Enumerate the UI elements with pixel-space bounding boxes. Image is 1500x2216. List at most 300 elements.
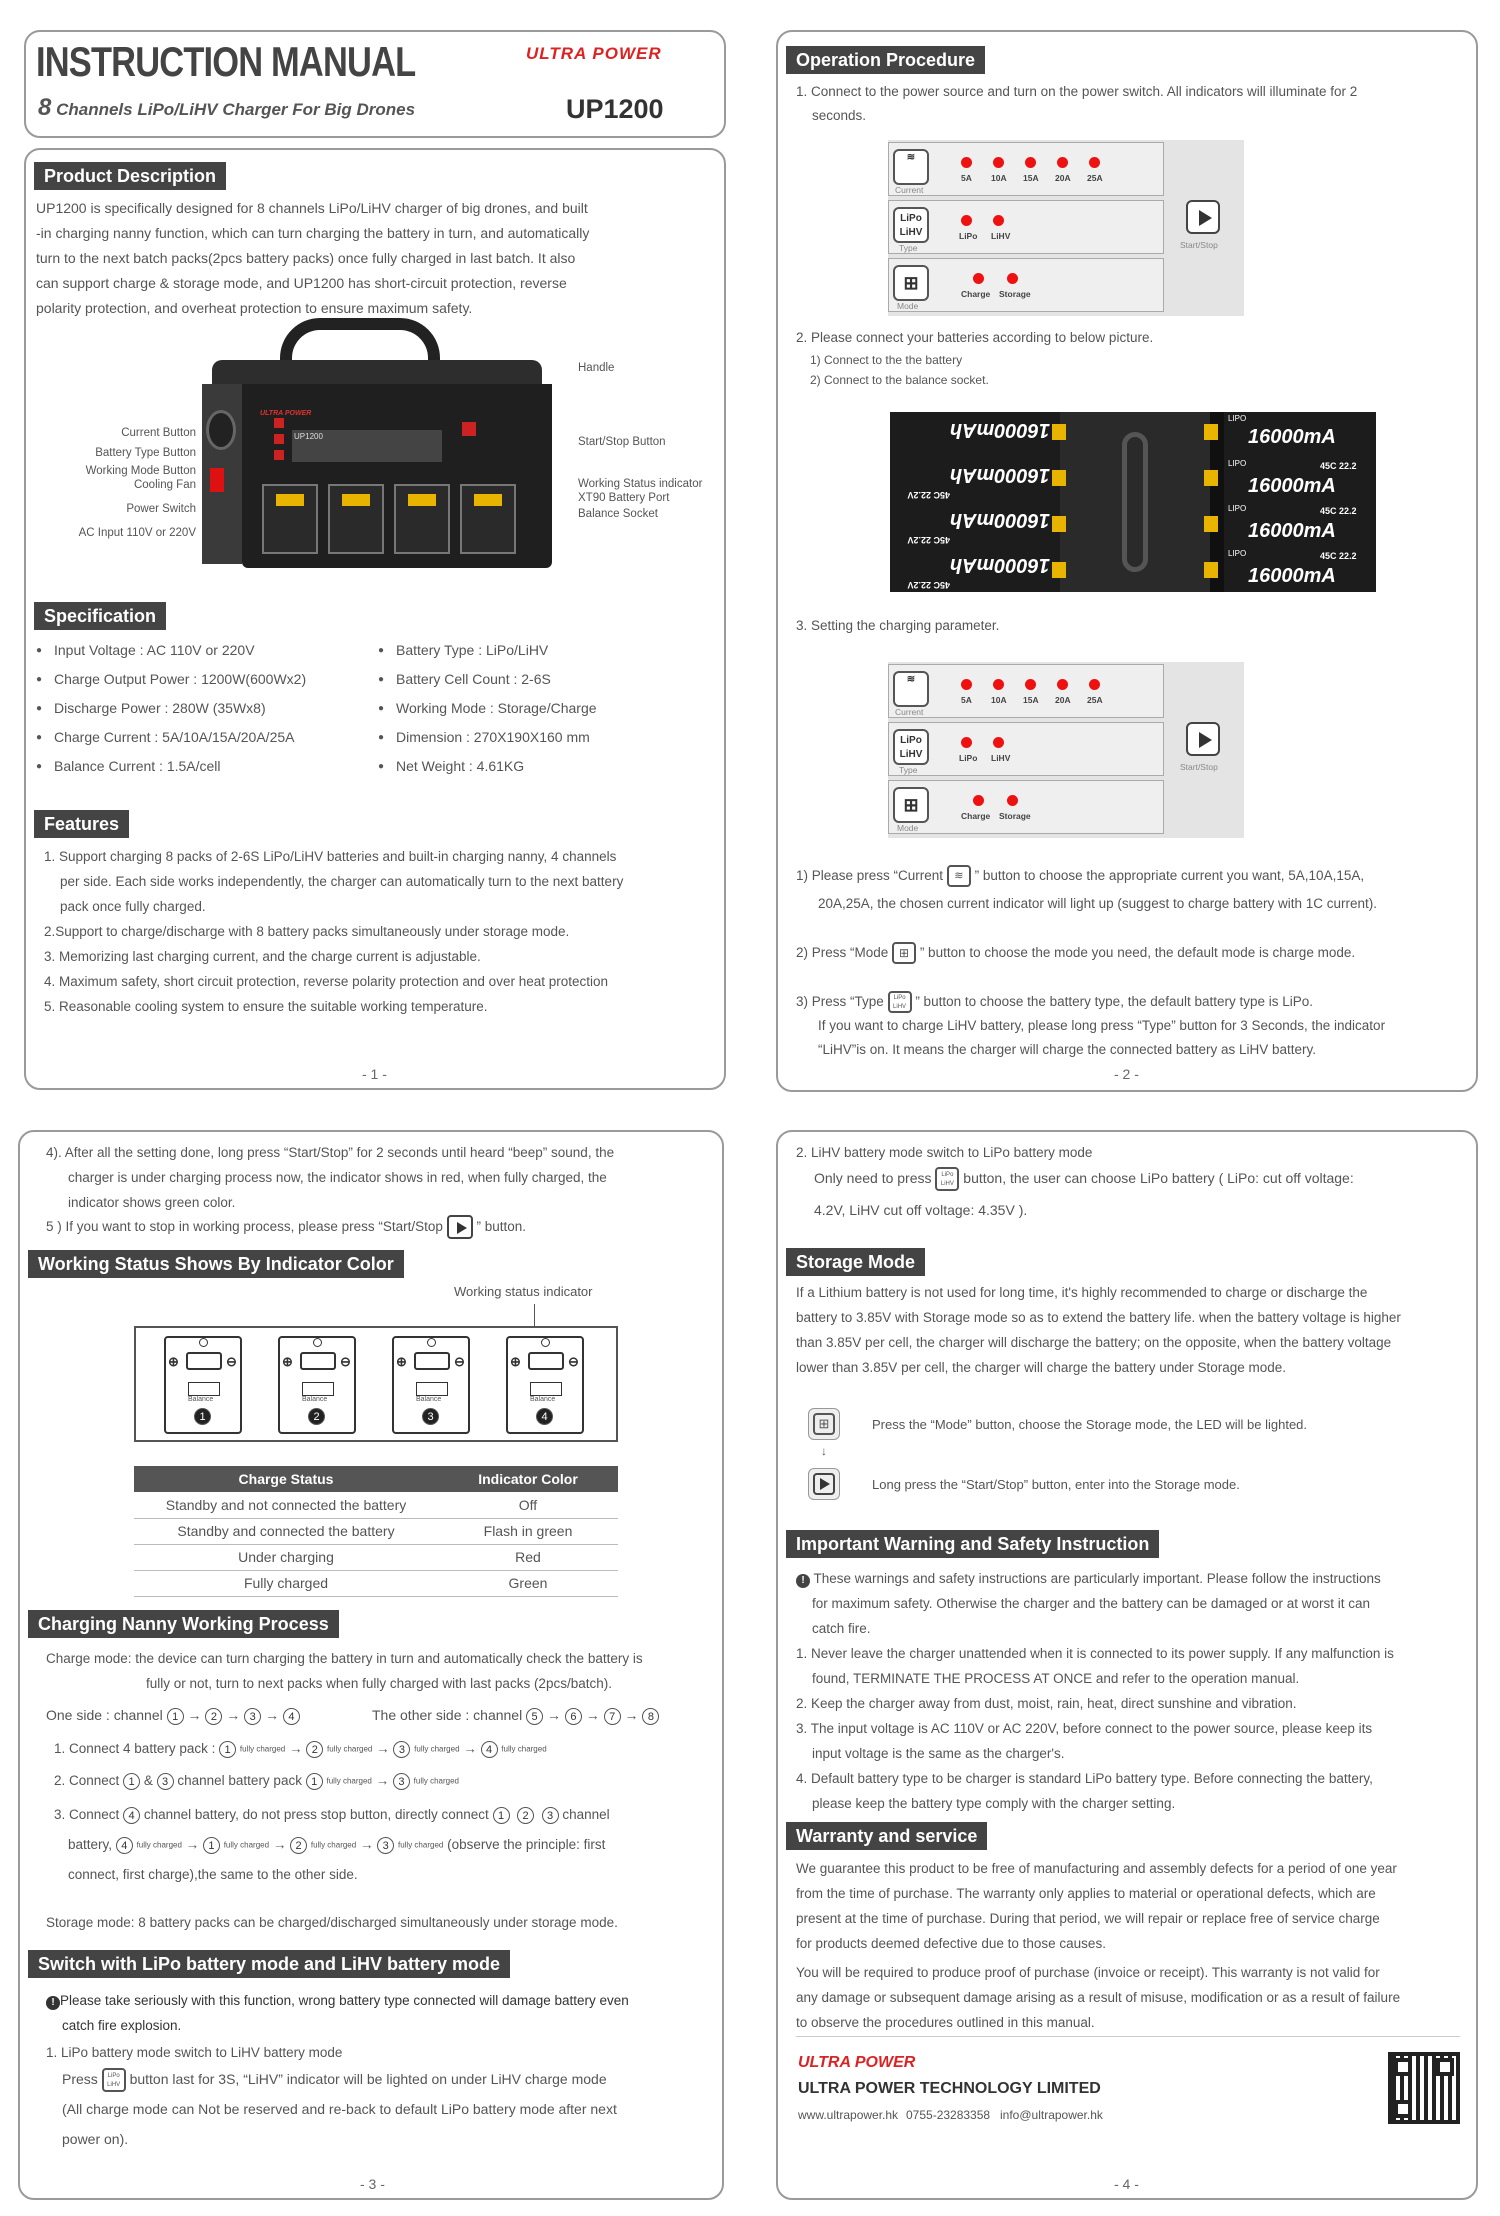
switch-1-text: Press [62, 2071, 98, 2087]
current-20a-label: 20A [1055, 695, 1071, 705]
led-20a [1057, 157, 1068, 168]
warranty-line: any damage or subsequent damage arising as a result of misuse, modification or as a result of failure [796, 1990, 1401, 2005]
start-stop-label: Start/Stop [1180, 762, 1218, 772]
switch-step-1-detail [62, 2064, 617, 2154]
desc-line: -in charging nanny function, which can turn charging the battery in turn, and automatically [36, 225, 590, 241]
battery-left-1 [890, 412, 1060, 459]
spec-item: ● Battery Cell Count : 2-6S [378, 665, 718, 694]
switch-2-text: button, the user can choose LiPo battery ( LiPo: cut off voltage: [963, 1170, 1354, 1186]
channel-2: 2 [205, 1708, 222, 1725]
led-20a [1057, 679, 1068, 690]
type-icon-lipo: LiPo [900, 735, 922, 746]
switch-step-2-detail [814, 1162, 1354, 1226]
battery-right-4 [1224, 547, 1376, 592]
xt90-port-shape [528, 1352, 564, 1370]
table-header [134, 1466, 618, 1492]
warning-line: 2. Keep the charger away from dust, moist, rain, heat, direct sunshine and vibration. [796, 1696, 1297, 1711]
rule-1-text: 1. Connect 4 battery pack : [54, 1741, 216, 1756]
label-power-switch: Power Switch [126, 503, 196, 515]
xt90-connector [1204, 516, 1218, 532]
feature-line: 4. Maximum safety, short circuit protection, reverse polarity protection and over heat protection [44, 974, 609, 989]
desc-line: UP1200 is specifically designed for 8 channels LiPo/LiHV charger of big drones, and built [36, 200, 588, 216]
manual-title: INSTRUCTION MANUAL [36, 38, 416, 85]
led-lihv [993, 737, 1004, 748]
channel-3: 3 [157, 1773, 174, 1790]
type-row [888, 722, 1164, 776]
step-1-line: 1. Connect to the power source and turn on the power switch. All indicators will illuminate for 2 [796, 84, 1358, 99]
lipo-label: LiPo [959, 753, 978, 763]
fully-charged-note: fully charged [223, 1840, 270, 1850]
battery-capacity: 16000mA [1248, 426, 1336, 448]
channel-8: 8 [642, 1708, 659, 1725]
led-15a [1025, 679, 1036, 690]
section-warranty: Warranty and service [786, 1822, 987, 1850]
channel-5: 5 [526, 1708, 543, 1725]
channel-2: 2 [290, 1837, 307, 1854]
type-row [888, 200, 1164, 254]
current-inline-icon: ≋ [947, 865, 971, 887]
rule-2-text: 2. Connect [54, 1773, 120, 1788]
mode-label: Mode [897, 301, 919, 311]
storage-label: Storage [999, 811, 1031, 821]
current-25a-label: 25A [1087, 695, 1103, 705]
storage-line: lower than 3.85V per cell, the charger will charge the battery under Storage mode. [796, 1360, 1287, 1375]
warranty-line: for products deemed defective due to those causes. [796, 1936, 1106, 1951]
warranty-line: We guarantee this product to be free of manufacturing and assembly defects for a period of one year [796, 1861, 1397, 1876]
step-1-line: seconds. [812, 108, 867, 123]
xt90-port-shape [300, 1352, 336, 1370]
charger-handle-center [1122, 432, 1148, 572]
table-cell: Off [438, 1492, 618, 1518]
channel-1: 1 [493, 1807, 510, 1824]
connect-rule-3: 3. Connect 4 channel battery, do not press stop button, directly connect 1 2 3 channel battery, 4 fully charged → 1 fully charged → 2 fully charged → 3 fully charged (observe the principle: first connect, first charge),the same to the other side. [54, 1800, 610, 1890]
rule-3-text: 3. Connect [54, 1807, 120, 1822]
section-storage-mode: Storage Mode [786, 1248, 925, 1276]
led-10a [993, 157, 1004, 168]
rule-3-text: connect, first charge),the same to the other side. [68, 1867, 358, 1883]
rule-3-text: channel [562, 1807, 610, 1822]
spec-item: ● Discharge Power : 280W (35Wx8) [36, 694, 376, 723]
section-charging-nanny: Charging Nanny Working Process [28, 1610, 339, 1638]
led-lipo [961, 737, 972, 748]
port-box-4 [506, 1336, 584, 1434]
battery-left-3 [890, 502, 1060, 549]
warning-text: Please take seriously with this function, wrong battery type connected will damage battery even [60, 1993, 629, 2008]
start-stop-inline-icon [447, 1215, 473, 1239]
battery-type: LIPO [1228, 414, 1247, 423]
warning-line: 3. The input voltage is AC 110V or AC 220V, before connect to the power source, please keep its [796, 1721, 1373, 1736]
charger-illustration [202, 350, 554, 572]
channel-3: 3 [377, 1837, 394, 1854]
port-led [427, 1338, 436, 1347]
table-row [134, 1544, 618, 1570]
ports-diagram [134, 1326, 618, 1442]
fully-charged-note: fully charged [310, 1840, 357, 1850]
port-number [194, 1408, 211, 1426]
warranty-text [796, 1856, 1397, 1956]
type-icon-lihv: LiHV [899, 749, 923, 760]
label-balance-socket: Balance Socket [578, 508, 658, 520]
current-5a-label: 5A [961, 695, 972, 705]
device-brand: ULTRA POWER [260, 410, 312, 417]
battery-right-3 [1224, 502, 1376, 549]
xt90-connector [1204, 562, 1218, 578]
company-name: ULTRA POWER TECHNOLOGY LIMITED [798, 2080, 1101, 2097]
minus-icon: ⊖ [340, 1354, 351, 1369]
channel-6: 6 [565, 1708, 582, 1725]
inst-1-text: ” button to choose the appropriate current you want, 5A,10A,15A, [974, 868, 1365, 883]
step-5-text: ” button. [476, 1219, 527, 1234]
led-lipo [961, 215, 972, 226]
xt90-connector [1204, 470, 1218, 486]
type-button-shape [274, 434, 284, 444]
feature-line: 2.Support to charge/discharge with 8 battery packs simultaneously under storage mode. [44, 924, 570, 939]
step-1 [796, 80, 1357, 128]
qr-code [1388, 2052, 1460, 2124]
warning-text: catch fire explosion. [62, 2018, 182, 2033]
balance-label: Balance [302, 1396, 328, 1403]
desc-line: can support charge & storage mode, and UP1200 has short-circuit protection, reverse [36, 275, 567, 291]
step-2a: 1) Connect to the the battery [810, 353, 963, 367]
current-label: Current [895, 707, 924, 717]
rule-2-text: & [143, 1773, 153, 1788]
xt90-port-shape [186, 1352, 222, 1370]
mode-inline-icon: ⊞ [892, 942, 916, 964]
storage-mode-line: Storage mode: 8 battery packs can be charged/discharged simultaneously under storage mode. [46, 1915, 618, 1930]
xt90-connector [1052, 562, 1066, 578]
battery-connection-photo [890, 412, 1376, 592]
label-working-status: Working Status indicator [578, 478, 703, 490]
storage-start-icon [808, 1468, 840, 1500]
inst-1-text: 20A,25A, the chosen current indicator will light up (suggest to charge battery with 1C current). [818, 896, 1378, 911]
page-number: - 1 - [362, 1066, 387, 1082]
current-15a-label: 15A [1023, 173, 1039, 183]
feature-line: 3. Memorizing last charging current, and the charge current is adjustable. [44, 949, 481, 964]
battery-spec: 45C 22.2 [1320, 506, 1357, 516]
port-number [308, 1408, 325, 1426]
label-current-button: Current Button [121, 427, 196, 439]
switch-step-1: 1. LiPo battery mode switch to LiHV battery mode [46, 2045, 343, 2060]
battery-spec: 45C 22.2V [907, 490, 950, 500]
page-3 [18, 1130, 724, 2200]
step-4-line: 4). After all the setting done, long press “Start/Stop” for 2 seconds until heard “beep” sound, the [46, 1145, 615, 1160]
feature-line: per side. Each side works independently, the charger can automatically turn to the next battery [60, 874, 624, 889]
lihv-label: LiHV [991, 231, 1011, 241]
one-side-label: One side : channel [46, 1707, 163, 1723]
table-cell: Under charging [134, 1544, 438, 1570]
page-number: - 2 - [1114, 1066, 1139, 1082]
channel-7: 7 [604, 1708, 621, 1725]
feature-line: 5. Reasonable cooling system to ensure the suitable working temperature. [44, 999, 488, 1014]
step-4-line: charger is under charging process now, the indicator shows in red, when fully charged, the [68, 1170, 607, 1185]
warning-line: catch fire. [812, 1621, 871, 1636]
led-5a [961, 157, 972, 168]
company-website[interactable]: www.ultrapower.hk [798, 2108, 899, 2122]
type-inline-icon [935, 1167, 959, 1191]
led-charge [973, 795, 984, 806]
type-icon-lipo: LiPo [900, 213, 922, 224]
port-led [313, 1338, 322, 1347]
warranty-line: present at the time of purchase. During that period, we will repair or replace free of service charge [796, 1911, 1380, 1926]
desc-line: polarity protection, and overheat protection to ensure maximum safety. [36, 300, 473, 316]
led-10a [993, 679, 1004, 690]
balance-socket-shape [530, 1382, 562, 1396]
spec-list-left [36, 636, 376, 781]
footer-divider [796, 2036, 1460, 2037]
type-inline-lipo: LiPo [893, 995, 906, 1002]
storage-line: than 3.85V per cell, the charger will discharge the battery; on the opposite, when the battery voltage [796, 1335, 1392, 1350]
mode-icon[interactable]: ⊞ [893, 787, 929, 823]
nanny-line: Charge mode: the device can turn charging the battery in turn and automatically check the battery is [46, 1651, 643, 1666]
fully-charged-note: fully charged [413, 1776, 459, 1786]
switch-2-text: 4.2V, LiHV cut off voltage: 4.35V ). [814, 1202, 1028, 1218]
port-number-circle: 2 [308, 1408, 325, 1425]
port-number-circle: 4 [536, 1408, 553, 1425]
company-phone: 0755-23283358 [906, 2108, 991, 2122]
charge-status-table [134, 1466, 618, 1597]
battery-spec: 45C 22.2 [1320, 461, 1357, 471]
manual-header [24, 30, 726, 138]
warning-line: input voltage is the same as the charger's. [812, 1746, 1065, 1761]
battery-capacity: 16000mA [1248, 565, 1336, 587]
desc-line: turn to the next batch packs(2pcs battery packs) once fully charged in last batch. It also [36, 250, 576, 266]
page-1 [24, 148, 726, 1090]
channel-4: 4 [283, 1708, 300, 1725]
xt90-connector [1052, 470, 1066, 486]
battery-spec: 45C 22.2V [907, 535, 950, 545]
warning-line: 4. Default battery type to be charger is standard LiPo battery type. Before connecting the battery, [796, 1771, 1373, 1786]
spec-item: ● Dimension : 270X190X160 mm [378, 723, 718, 752]
step-5-text: 5 ) If you want to stop in working process, please press “Start/Stop [46, 1219, 443, 1234]
type-inline-lihv: LiHV [107, 2082, 121, 2089]
warning-line: please keep the battery type comply with the charger setting. [812, 1796, 1176, 1811]
warranty-line: from the time of purchase. The warranty only applies to material or operational defects, which are [796, 1886, 1376, 1901]
spec-item: ● Working Mode : Storage/Charge [378, 694, 718, 723]
current-button-shape [274, 418, 284, 428]
features-list [44, 844, 623, 1019]
type-icon[interactable] [893, 207, 929, 243]
one-side-sequence: One side : channel 1 → 2 → 3 → 4 [46, 1700, 300, 1730]
plus-icon: ⊕ [168, 1354, 179, 1369]
fully-charged-note: fully charged [327, 1744, 373, 1754]
led-25a [1089, 157, 1100, 168]
section-product-description: Product Description [34, 162, 226, 190]
device-model: UP1200 [294, 432, 323, 441]
warning-icon: ! [796, 1574, 810, 1588]
warranty-text-2 [796, 1960, 1400, 2035]
battery-capacity: 16000mAh [949, 464, 1050, 486]
storage-description [796, 1280, 1401, 1380]
start-stop-icon[interactable] [1186, 200, 1220, 234]
brand-logo: ULTRA POWER [526, 44, 662, 63]
led-25a [1089, 679, 1100, 690]
switch-step-2: 2. LiHV battery mode switch to LiPo battery mode [796, 1145, 1093, 1160]
rule-2-text: channel battery pack [177, 1773, 302, 1788]
step-3: 3. Setting the charging parameter. [796, 618, 1000, 633]
type-inline-lihv: LiHV [940, 1181, 954, 1188]
led-5a [961, 679, 972, 690]
type-inline-lipo: LiPo [941, 1172, 954, 1179]
switch-1-text: (All charge mode can Not be reserved and re-back to default LiPo battery mode after next [62, 2101, 617, 2117]
rule-3-text: battery, [68, 1837, 113, 1852]
manual-subtitle [38, 94, 415, 122]
section-specification: Specification [34, 602, 166, 630]
startstop-panel-1 [1164, 140, 1244, 316]
channel-3: 3 [393, 1741, 410, 1758]
page-4 [776, 1130, 1478, 2200]
switch-2-text: Only need to press [814, 1170, 932, 1186]
current-25a-label: 25A [1087, 173, 1103, 183]
mode-button-shape [274, 450, 284, 460]
mode-row [888, 780, 1164, 834]
charge-label: Charge [961, 289, 991, 299]
callouts-left [36, 426, 196, 540]
step-5 [46, 1214, 526, 1239]
label-handle: Handle [578, 362, 615, 374]
channel-4: 4 [116, 1837, 133, 1854]
spec-item: ● Input Voltage : AC 110V or 220V [36, 636, 376, 665]
company-email[interactable]: info@ultrapower.hk [1000, 2108, 1103, 2122]
fully-charged-note: fully charged [501, 1744, 547, 1754]
inst-1-text: 1) Please press “Current [796, 868, 944, 883]
type-icon[interactable] [893, 729, 929, 765]
table-cell: Green [438, 1570, 618, 1596]
channel-1: 1 [123, 1773, 140, 1790]
port-number [536, 1408, 553, 1426]
section-features: Features [34, 810, 129, 838]
battery-capacity: 16000mAh [949, 419, 1050, 441]
spec-item: ● Charge Output Power : 1200W(600Wx2) [36, 665, 376, 694]
battery-capacity: 16000mAh [949, 509, 1050, 531]
inst-2-text: ” button to choose the mode you need, the default mode is charge mode. [919, 945, 1356, 960]
current-row [888, 142, 1164, 196]
type-inline-lipo: LiPo [107, 2073, 120, 2080]
fully-charged-note: fully charged [397, 1840, 444, 1850]
channel-3: 3 [244, 1708, 261, 1725]
storage-line: If a Lithium battery is not used for long time, it's highly recommended to charge or discharge the [796, 1285, 1368, 1300]
cooling-fan-shape [206, 410, 236, 450]
storage-line: battery to 3.85V with Storage mode so as to extend the battery life. when the battery voltage is higher [796, 1310, 1401, 1325]
minus-icon: ⊖ [226, 1354, 237, 1369]
storage-arrow-icon: ↓ [821, 1444, 827, 1458]
balance-socket-shape [188, 1382, 220, 1396]
subtitle-text: Channels LiPo/LiHV Charger For Big Drones [56, 100, 416, 119]
switch-1-text: button last for 3S, “LiHV” indicator will be lighted on under LiHV charge mode [129, 2071, 607, 2087]
section-warning-safety: Important Warning and Safety Instruction [786, 1530, 1159, 1558]
current-20a-label: 20A [1055, 173, 1071, 183]
channel-4: 4 [481, 1741, 498, 1758]
table-cell: Red [438, 1544, 618, 1570]
plus-icon: ⊕ [510, 1354, 521, 1369]
table-cell: Standby and not connected the battery [134, 1492, 438, 1518]
current-label: Current [895, 185, 924, 195]
channel-1: 1 [219, 1741, 236, 1758]
nanny-description [46, 1646, 643, 1696]
battery-type: LIPO [1228, 549, 1247, 558]
section-operation-procedure: Operation Procedure [786, 46, 985, 74]
led-15a [1025, 157, 1036, 168]
warning-icon: ! [46, 1996, 60, 2010]
feature-line: pack once fully charged. [60, 899, 206, 914]
start-stop-icon[interactable] [1186, 722, 1220, 756]
channel-2: 2 [306, 1741, 323, 1758]
channel-1: 1 [167, 1708, 184, 1725]
fully-charged-note: fully charged [326, 1776, 372, 1786]
fully-charged-note: fully charged [239, 1744, 286, 1754]
inst-3-text: If you want to charge LiHV battery, please long press “Type” button for 3 Seconds, the indicator [818, 1018, 1386, 1033]
charge-label: Charge [961, 811, 991, 821]
current-10a-label: 10A [991, 173, 1007, 183]
table-cell: Flash in green [438, 1518, 618, 1544]
balance-label: Balance [188, 1396, 214, 1403]
type-inline-icon [102, 2068, 126, 2092]
page-2 [776, 30, 1478, 1092]
led-lihv [993, 215, 1004, 226]
type-inline-lihv: LiHV [893, 1004, 907, 1011]
current-15a-label: 15A [1023, 695, 1039, 705]
channel-3: 3 [542, 1807, 559, 1824]
inst-2-text: 2) Press “Mode [796, 945, 889, 960]
step-4 [46, 1140, 614, 1215]
instruction-3 [796, 990, 1385, 1062]
rule-3-text: channel battery, do not press stop button, directly connect [143, 1807, 489, 1822]
type-icon-lihv: LiHV [899, 227, 923, 238]
type-label: Type [899, 243, 918, 253]
nanny-line: fully or not, turn to next packs when fully charged with last packs (2pcs/batch). [146, 1676, 612, 1691]
port-number-circle: 1 [194, 1408, 211, 1425]
battery-spec: 45C 22.2V [907, 580, 950, 590]
current-icon[interactable]: ≋ [893, 671, 929, 707]
current-10a-label: 10A [991, 695, 1007, 705]
port-box-3 [392, 1336, 470, 1434]
spec-item: ● Battery Type : LiPo/LiHV [378, 636, 718, 665]
battery-spec: 45C 22.2 [1320, 551, 1357, 561]
warning-line: 1. Never leave the charger unattended when it is connected to its power supply. If any malfunction is [796, 1646, 1394, 1661]
fully-charged-note: fully charged [414, 1744, 460, 1754]
power-switch-shape [210, 468, 224, 492]
footer-brand-logo: ULTRA POWER [798, 2054, 916, 2071]
mode-icon[interactable]: ⊞ [893, 265, 929, 301]
page-number: - 4 - [1114, 2176, 1139, 2192]
label-working-mode-button: Working Mode Button [85, 465, 196, 477]
balance-label: Balance [416, 1396, 442, 1403]
working-status-indicator-label: Working status indicator [454, 1284, 593, 1299]
section-working-status: Working Status Shows By Indicator Color [28, 1250, 404, 1278]
battery-right-2 [1224, 457, 1376, 504]
minus-icon: ⊖ [454, 1354, 465, 1369]
battery-right-1 [1224, 412, 1376, 459]
lipo-label: LiPo [959, 231, 978, 241]
battery-left-2 [890, 457, 1060, 504]
battery-capacity: 16000mA [1248, 475, 1336, 497]
storage-label: Storage [999, 289, 1031, 299]
current-icon[interactable]: ≋ [893, 149, 929, 185]
label-cooling-fan: Cooling Fan [133, 479, 196, 491]
port-led [541, 1338, 550, 1347]
balance-socket-shape [416, 1382, 448, 1396]
label-battery-type-button: Battery Type Button [95, 447, 196, 459]
spec-list-right [378, 636, 718, 781]
page-number: - 3 - [360, 2176, 385, 2192]
table-header-cell: Indicator Color [438, 1466, 618, 1492]
channel-4: 4 [123, 1807, 140, 1824]
instruction-1 [796, 862, 1377, 918]
warning-line: found, TERMINATE THE PROCESS AT ONCE and refer to the operation manual. [812, 1671, 1300, 1686]
other-side-sequence: The other side : channel 5 → 6 → 7 → 8 [372, 1700, 659, 1730]
balance-label: Balance [530, 1396, 556, 1403]
label-ac-input: AC Input 110V or 220V [78, 527, 196, 539]
feature-line: 1. Support charging 8 packs of 2-6S LiPo/LiHV batteries and built-in charging nanny, 4 channels [44, 849, 617, 864]
